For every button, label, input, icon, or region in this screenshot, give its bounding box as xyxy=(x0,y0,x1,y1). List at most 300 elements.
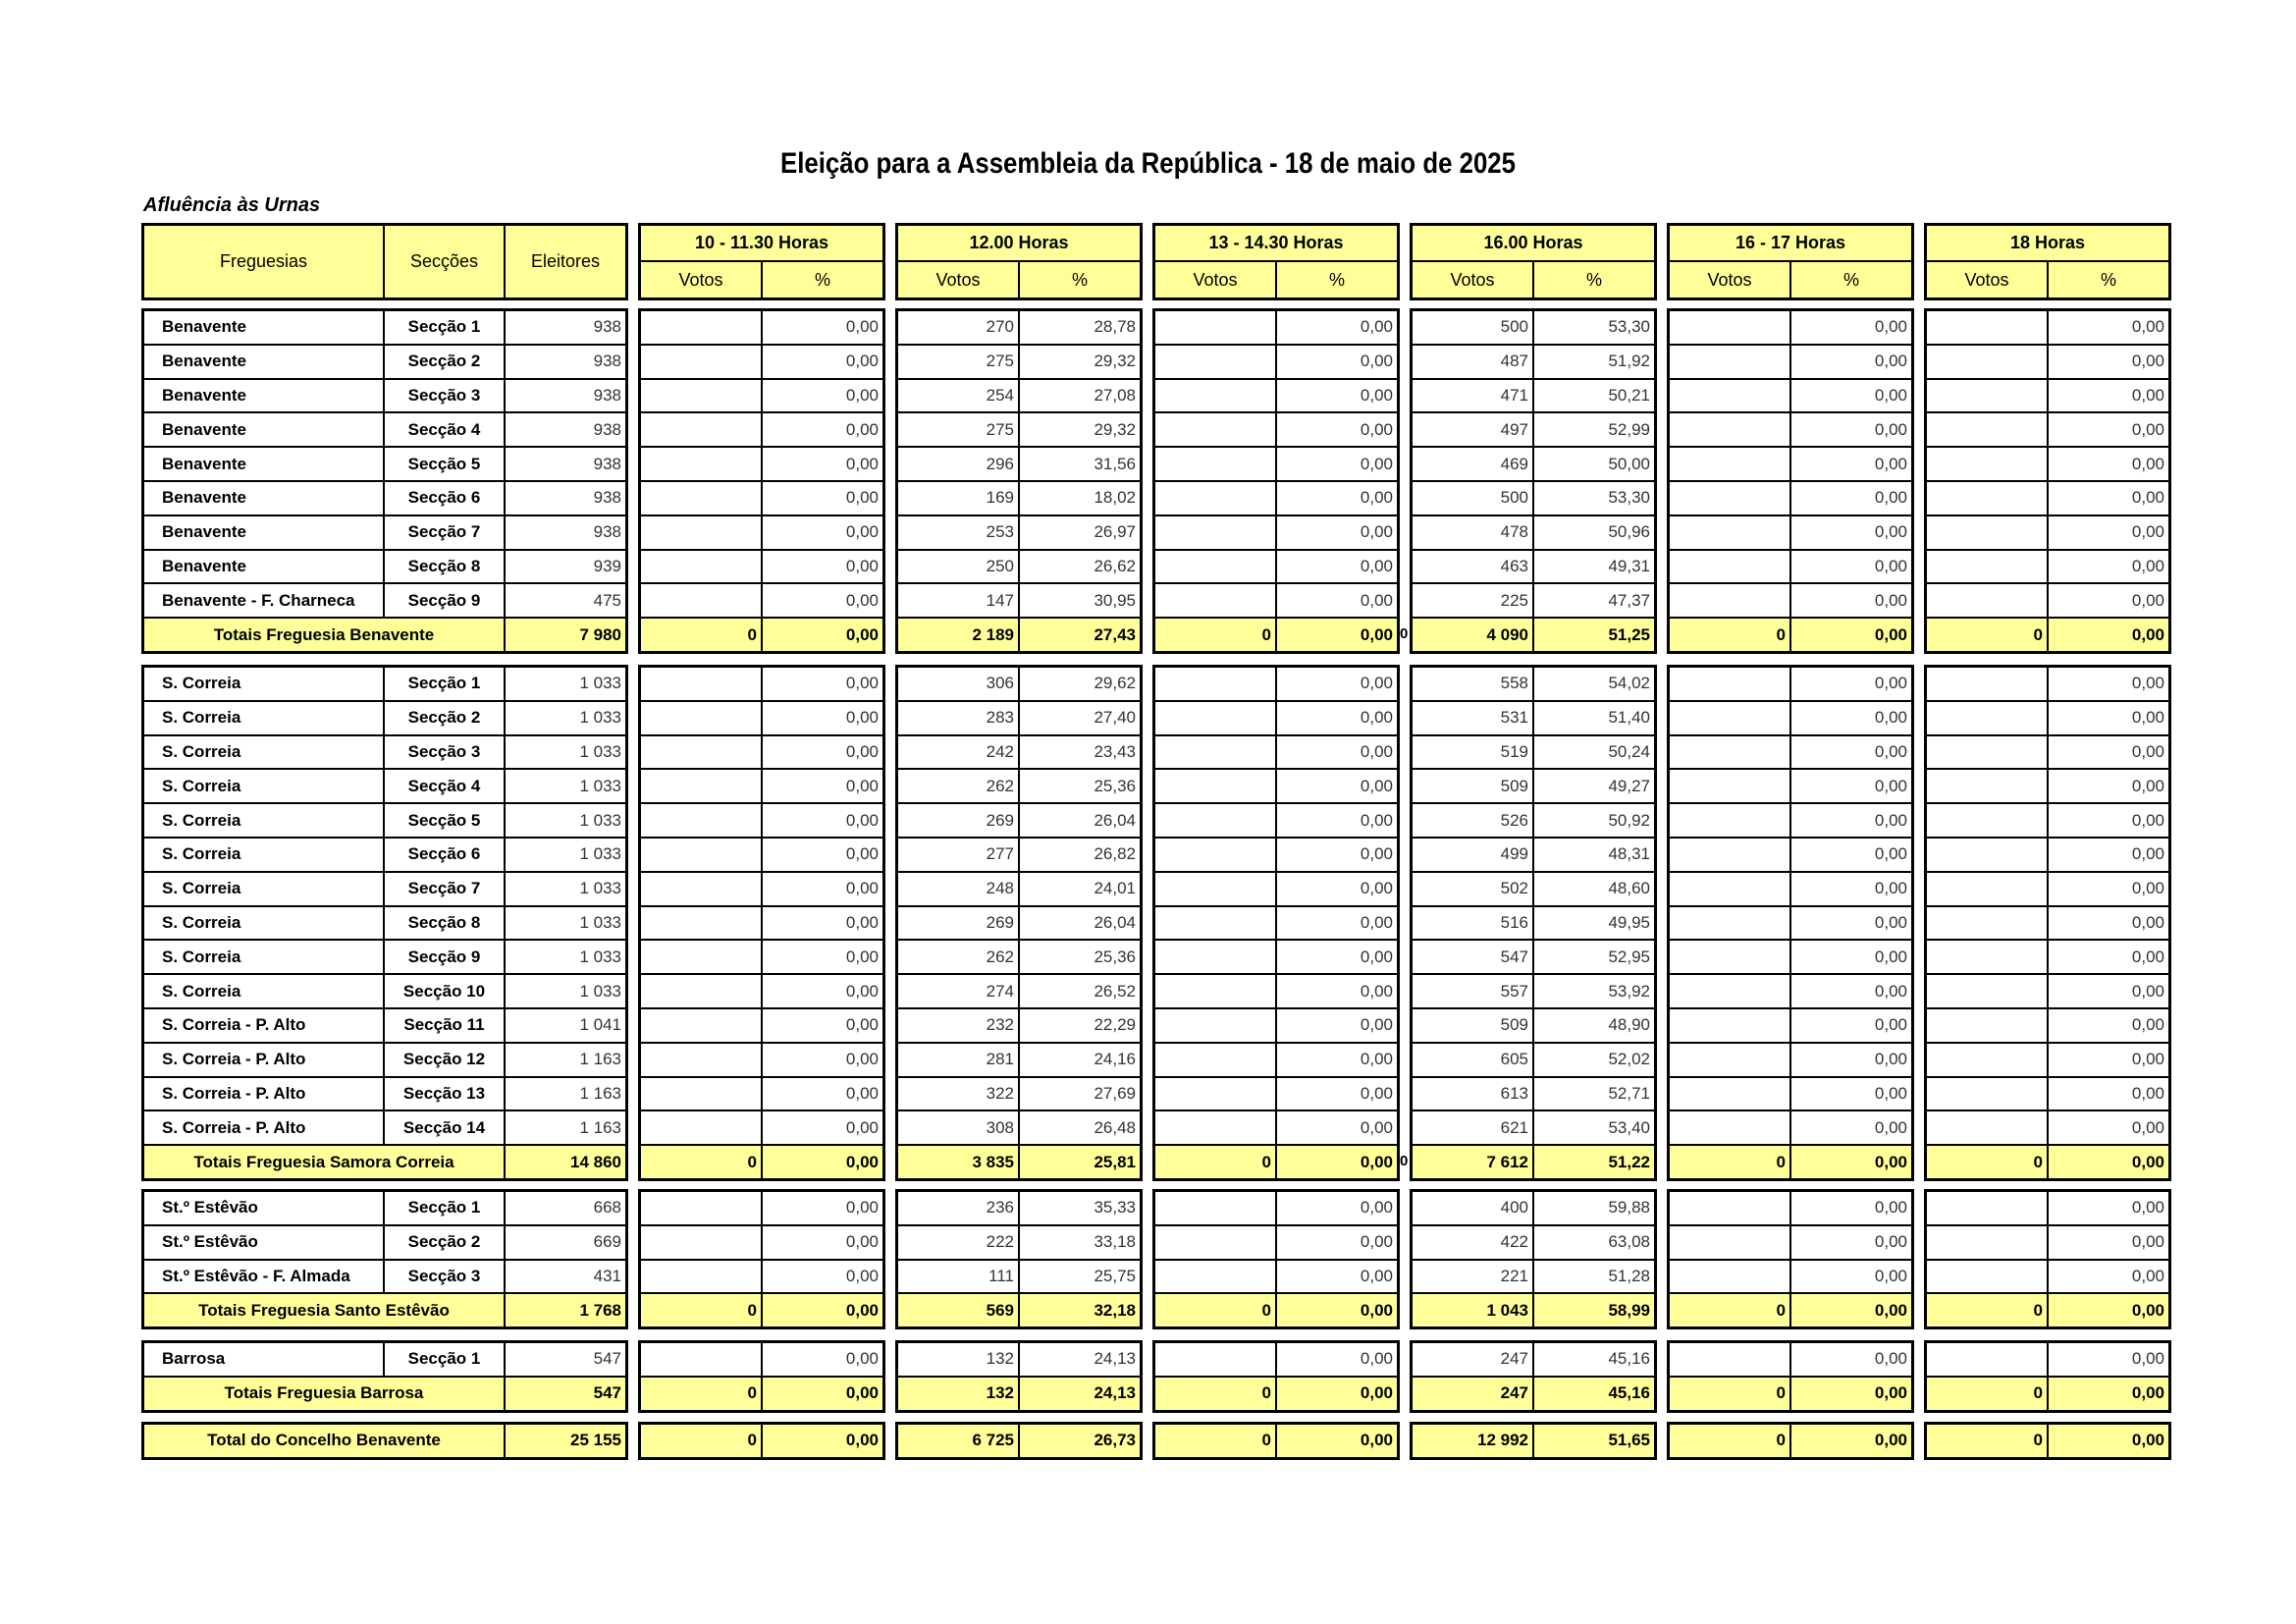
grand-total-votos-4-text: 0 xyxy=(1776,1431,1786,1450)
g2-row-2-seccao-text: Secção 3 xyxy=(407,1266,481,1285)
g0-row-7-pct-2-text: 0,00 xyxy=(1360,556,1393,575)
g1-row-1-votos-1-text: 283 xyxy=(986,708,1014,728)
g1-row-6-pct-2-text: 0,00 xyxy=(1360,879,1393,898)
group-3-frame-period-5 xyxy=(1924,1340,2171,1413)
g2-row-1-seccao-text: Secção 2 xyxy=(407,1232,481,1252)
header-pct-0-text: % xyxy=(814,269,830,290)
group-2-frame-period-4 xyxy=(1667,1189,1914,1329)
grand-total-frame-period-5 xyxy=(1924,1422,2171,1460)
g0-row-8-pct-0-text: 0,00 xyxy=(845,590,879,610)
g1-total-pct-5-text: 0,00 xyxy=(2131,1152,2164,1171)
grand-total-pct-3-text: 51,65 xyxy=(1608,1431,1650,1450)
g1-row-8-votos-1-text: 262 xyxy=(986,947,1014,966)
g1-row-4-eleitores-text: 1 033 xyxy=(579,810,621,830)
g0-row-7-eleitores-text: 939 xyxy=(593,556,621,575)
page-title: Eleição para a Assembleia da República - 18 de maio de 2025 xyxy=(779,147,1517,180)
g0-row-7-votos-1-text: 250 xyxy=(986,556,1014,575)
g2-total-label-text: Totais Freguesia Santo Estêvão xyxy=(198,1300,450,1320)
g0-row-5-seccao-text: Secção 6 xyxy=(407,488,481,508)
g3-total-votos-1-text: 132 xyxy=(986,1383,1014,1403)
g0-row-2-votos-1-text: 254 xyxy=(986,385,1014,405)
g1-total-pct-0-text: 0,00 xyxy=(845,1152,879,1171)
grand-total-label-text: Total do Concelho Benavente xyxy=(207,1431,441,1450)
g0-row-0-freguesia-text: Benavente xyxy=(162,317,246,337)
g1-row-13-pct-3-text: 53,40 xyxy=(1608,1117,1650,1137)
g1-row-12-pct-3-text: 52,71 xyxy=(1608,1083,1650,1103)
g1-total-eleitores-text: 14 860 xyxy=(570,1152,621,1171)
g0-row-7-votos-3-text: 463 xyxy=(1500,556,1528,575)
g1-row-10-seccao-text: Secção 11 xyxy=(403,1015,485,1035)
g1-row-1-pct-2-text: 0,00 xyxy=(1360,708,1393,728)
g1-row-8-eleitores-text: 1 033 xyxy=(579,947,621,966)
g0-row-5-pct-1-text: 18,02 xyxy=(1094,488,1136,508)
g3-row-0-pct-3-text: 45,16 xyxy=(1608,1349,1650,1369)
g2-row-1-pct-1-text: 33,18 xyxy=(1094,1232,1136,1252)
group-1-frame-left xyxy=(141,665,628,1181)
g1-row-9-freguesia-text: S. Correia xyxy=(162,981,241,1001)
g1-row-13-votos-3-text: 621 xyxy=(1500,1117,1528,1137)
g0-row-4-pct-2-text: 0,00 xyxy=(1360,454,1393,473)
g1-row-3-pct-1-text: 25,36 xyxy=(1094,776,1136,795)
g2-row-0-pct-1-text: 35,33 xyxy=(1094,1198,1136,1218)
grand-total-frame-period-2 xyxy=(1152,1422,1400,1460)
g0-row-2-pct-3-text: 50,21 xyxy=(1608,385,1650,405)
g2-total-pct-3-text: 58,99 xyxy=(1608,1300,1650,1320)
group-1-frame-period-2 xyxy=(1152,665,1400,1181)
g0-total-pct-0-text: 0,00 xyxy=(845,624,879,644)
group-3-frame-period-3 xyxy=(1410,1340,1657,1413)
grand-total-frame-period-0 xyxy=(638,1422,885,1460)
g0-row-4-pct-3-text: 50,00 xyxy=(1608,454,1650,473)
g1-row-12-votos-1-text: 322 xyxy=(986,1083,1014,1103)
g1-row-2-freguesia-text: S. Correia xyxy=(162,741,241,761)
g1-row-6-pct-1-text: 24,01 xyxy=(1094,879,1136,898)
g3-total-votos-5-text: 0 xyxy=(2033,1383,2043,1403)
g1-row-6-pct-5-text: 0,00 xyxy=(2131,879,2164,898)
g1-row-4-votos-3-text: 526 xyxy=(1500,810,1528,830)
g1-row-11-pct-2-text: 0,00 xyxy=(1360,1050,1393,1069)
g1-row-8-votos-3-text: 547 xyxy=(1500,947,1528,966)
g1-row-2-pct-4-text: 0,00 xyxy=(1874,741,1907,761)
g1-row-10-freguesia-text: S. Correia - P. Alto xyxy=(162,1015,306,1035)
g1-row-12-pct-0-text: 0,00 xyxy=(845,1083,879,1103)
header-eleitores-text: Eleitores xyxy=(530,251,601,271)
g1-row-8-seccao-text: Secção 9 xyxy=(407,947,481,966)
g0-row-8-freguesia-text: Benavente - F. Charneca xyxy=(162,590,355,610)
header-period-frame-0 xyxy=(638,223,885,300)
g1-row-4-seccao-text: Secção 5 xyxy=(407,810,481,830)
g0-row-2-seccao-text: Secção 3 xyxy=(407,385,481,405)
g0-row-1-freguesia-text: Benavente xyxy=(162,352,246,371)
g1-row-6-eleitores-text: 1 033 xyxy=(579,879,621,898)
g2-total-votos-3-text: 1 043 xyxy=(1486,1300,1528,1320)
g0-row-2-pct-2-text: 0,00 xyxy=(1360,385,1393,405)
g0-row-0-votos-3-text: 500 xyxy=(1500,317,1528,337)
g2-total-pct-0-text: 0,00 xyxy=(845,1300,879,1320)
g1-row-13-seccao-text: Secção 14 xyxy=(402,1117,486,1137)
g2-row-0-pct-2-text: 0,00 xyxy=(1360,1198,1393,1218)
g0-row-6-pct-4-text: 0,00 xyxy=(1874,522,1907,542)
g0-total-pct-3-text: 51,25 xyxy=(1608,624,1650,644)
g2-row-0-pct-3-text: 59,88 xyxy=(1608,1198,1650,1218)
g1-row-11-pct-1-text: 24,16 xyxy=(1094,1050,1136,1069)
g1-row-0-pct-0-text: 0,00 xyxy=(845,674,879,693)
g1-row-0-votos-1-text: 306 xyxy=(986,674,1014,693)
g1-row-11-votos-3-text: 605 xyxy=(1500,1050,1528,1069)
g0-total-pct-5-text: 0,00 xyxy=(2131,624,2164,644)
g1-row-5-seccao-text: Secção 6 xyxy=(407,844,481,864)
g2-row-2-pct-5-text: 0,00 xyxy=(2131,1266,2164,1285)
g1-row-7-freguesia-text: S. Correia xyxy=(162,912,241,932)
g0-row-5-votos-1-text: 169 xyxy=(986,488,1014,508)
g2-total-pct-2-text: 0,00 xyxy=(1360,1300,1393,1320)
grand-total-votos-2-text: 0 xyxy=(1261,1431,1271,1450)
g3-total-pct-4-text: 0,00 xyxy=(1874,1383,1907,1403)
g1-total-votos-1-text: 3 835 xyxy=(972,1152,1014,1171)
g2-row-1-pct-0-text: 0,00 xyxy=(845,1232,879,1252)
g0-row-2-pct-4-text: 0,00 xyxy=(1874,385,1907,405)
header-pct-5-text: % xyxy=(2100,269,2116,290)
g0-row-8-pct-1-text: 30,95 xyxy=(1094,590,1136,610)
g1-row-6-votos-1-text: 248 xyxy=(986,879,1014,898)
g0-row-6-eleitores-text: 938 xyxy=(593,522,621,542)
g1-row-13-pct-2-text: 0,00 xyxy=(1360,1117,1393,1137)
g1-row-9-eleitores-text: 1 033 xyxy=(579,981,621,1001)
g1-row-9-votos-3-text: 557 xyxy=(1500,981,1528,1001)
header-period-5-text: 18 Horas xyxy=(2009,233,2086,252)
header-votos-4-text: Votos xyxy=(1707,269,1752,290)
header-freguesias-text: Freguesias xyxy=(219,251,308,271)
g0-total-label-text: Totais Freguesia Benavente xyxy=(213,624,435,644)
group-2-frame-period-2 xyxy=(1152,1189,1400,1329)
g2-row-2-pct-2-text: 0,00 xyxy=(1360,1266,1393,1285)
grand-total-frame-period-4 xyxy=(1667,1422,1914,1460)
g3-row-0-votos-1-text: 132 xyxy=(986,1349,1014,1369)
g1-row-9-seccao-text: Secção 10 xyxy=(402,981,486,1001)
g1-row-10-pct-2-text: 0,00 xyxy=(1360,1015,1393,1035)
g1-row-7-pct-0-text: 0,00 xyxy=(845,912,879,932)
g1-row-8-pct-5-text: 0,00 xyxy=(2131,947,2164,966)
g0-row-0-pct-4-text: 0,00 xyxy=(1874,317,1907,337)
g3-row-0-pct-4-text: 0,00 xyxy=(1874,1349,1907,1369)
g2-row-1-pct-4-text: 0,00 xyxy=(1874,1232,1907,1252)
g0-row-1-votos-3-text: 487 xyxy=(1500,352,1528,371)
g2-total-votos-2-text: 0 xyxy=(1261,1300,1271,1320)
g2-row-2-eleitores-text: 431 xyxy=(593,1266,621,1285)
g1-row-0-pct-2-text: 0,00 xyxy=(1360,674,1393,693)
grand-total-votos-3-text: 12 992 xyxy=(1477,1431,1528,1450)
g0-row-6-pct-2-text: 0,00 xyxy=(1360,522,1393,542)
g1-total-votos-3-text: 7 612 xyxy=(1486,1152,1528,1171)
g2-row-2-votos-3-text: 221 xyxy=(1500,1266,1528,1285)
g1-row-2-votos-3-text: 519 xyxy=(1500,741,1528,761)
g0-row-2-pct-0-text: 0,00 xyxy=(845,385,879,405)
g0-row-6-pct-0-text: 0,00 xyxy=(845,522,879,542)
g0-row-1-votos-1-text: 275 xyxy=(986,352,1014,371)
group-3-frame-period-1 xyxy=(895,1340,1143,1413)
g0-row-1-pct-0-text: 0,00 xyxy=(845,352,879,371)
g0-row-4-pct-4-text: 0,00 xyxy=(1874,454,1907,473)
group-1-frame-period-1 xyxy=(895,665,1143,1181)
g1-row-13-eleitores-text: 1 163 xyxy=(579,1117,621,1137)
g0-row-5-pct-2-text: 0,00 xyxy=(1360,488,1393,508)
g1-row-4-pct-0-text: 0,00 xyxy=(845,810,879,830)
g1-row-11-eleitores-text: 1 163 xyxy=(579,1050,621,1069)
g1-row-9-pct-2-text: 0,00 xyxy=(1360,981,1393,1001)
g1-row-11-pct-5-text: 0,00 xyxy=(2131,1050,2164,1069)
g0-row-7-freguesia-text: Benavente xyxy=(162,556,246,575)
g2-row-2-votos-1-text: 111 xyxy=(988,1266,1014,1285)
g1-row-10-pct-4-text: 0,00 xyxy=(1874,1015,1907,1035)
g1-row-7-pct-1-text: 26,04 xyxy=(1094,912,1136,932)
g1-row-13-pct-5-text: 0,00 xyxy=(2131,1117,2164,1137)
g1-row-8-pct-1-text: 25,36 xyxy=(1094,947,1136,966)
g2-row-1-pct-3-text: 63,08 xyxy=(1608,1232,1650,1252)
g0-total-votos-0-text: 0 xyxy=(747,624,757,644)
g2-row-1-pct-5-text: 0,00 xyxy=(2131,1232,2164,1252)
g1-total-pct-2-text: 0,00 xyxy=(1360,1152,1393,1171)
g1-row-4-votos-1-text: 269 xyxy=(986,810,1014,830)
g1-total-votos-4-text: 0 xyxy=(1776,1152,1786,1171)
g1-row-10-votos-3-text: 509 xyxy=(1500,1015,1528,1035)
g1-row-5-pct-4-text: 0,00 xyxy=(1874,844,1907,864)
g1-row-12-pct-1-text: 27,69 xyxy=(1094,1083,1136,1103)
g1-row-12-pct-2-text: 0,00 xyxy=(1360,1083,1393,1103)
group-1-frame-period-5 xyxy=(1924,665,2171,1181)
g2-row-2-pct-0-text: 0,00 xyxy=(845,1266,879,1285)
g0-row-4-pct-1-text: 31,56 xyxy=(1094,454,1136,473)
g0-total-votos-5-text: 0 xyxy=(2033,624,2043,644)
g2-row-1-votos-3-text: 422 xyxy=(1500,1232,1528,1252)
g0-row-3-votos-1-text: 275 xyxy=(986,419,1014,439)
g3-row-0-seccao-text: Secção 1 xyxy=(407,1349,481,1369)
grand-total-frame-period-3 xyxy=(1410,1422,1657,1460)
g0-row-1-pct-2-text: 0,00 xyxy=(1360,352,1393,371)
g1-row-7-pct-4-text: 0,00 xyxy=(1874,912,1907,932)
g2-row-0-seccao-text: Secção 1 xyxy=(407,1198,481,1218)
g0-row-8-pct-5-text: 0,00 xyxy=(2131,590,2164,610)
g1-row-3-pct-5-text: 0,00 xyxy=(2131,776,2164,795)
g0-row-7-pct-0-text: 0,00 xyxy=(845,556,879,575)
g0-total-pct-1-text: 27,43 xyxy=(1094,624,1136,644)
g1-row-10-pct-1-text: 22,29 xyxy=(1094,1015,1136,1035)
g1-row-1-pct-3-text: 51,40 xyxy=(1608,708,1650,728)
g1-row-4-pct-1-text: 26,04 xyxy=(1094,810,1136,830)
g1-total-votos-5-text: 0 xyxy=(2033,1152,2043,1171)
g1-row-5-pct-3-text: 48,31 xyxy=(1608,844,1650,864)
g0-row-4-pct-0-text: 0,00 xyxy=(845,454,879,473)
group-3-frame-left xyxy=(141,1340,628,1413)
g1-row-0-eleitores-text: 1 033 xyxy=(579,674,621,693)
header-votos-2-text: Votos xyxy=(1193,269,1238,290)
g1-row-11-pct-4-text: 0,00 xyxy=(1874,1050,1907,1069)
g0-row-3-pct-1-text: 29,32 xyxy=(1094,419,1136,439)
g3-total-votos-3-text: 247 xyxy=(1500,1383,1528,1403)
g0-total-eleitores-text: 7 980 xyxy=(579,624,621,644)
header-period-4-text: 16 - 17 Horas xyxy=(1735,233,1846,252)
g2-row-2-freguesia-text: St.º Estêvão - F. Almada xyxy=(162,1266,350,1285)
g0-row-6-pct-3-text: 50,96 xyxy=(1608,522,1650,542)
g0-row-3-pct-2-text: 0,00 xyxy=(1360,419,1393,439)
g3-total-pct-0-text: 0,00 xyxy=(845,1383,879,1403)
g3-row-0-pct-1-text: 24,13 xyxy=(1094,1349,1136,1369)
g0-row-0-pct-5-text: 0,00 xyxy=(2131,317,2164,337)
g3-total-pct-5-text: 0,00 xyxy=(2131,1383,2164,1403)
g1-row-0-pct-3-text: 54,02 xyxy=(1608,674,1650,693)
g1-row-8-pct-0-text: 0,00 xyxy=(845,947,879,966)
g0-row-3-pct-0-text: 0,00 xyxy=(845,419,879,439)
g0-row-6-votos-3-text: 478 xyxy=(1500,522,1528,542)
g0-row-8-pct-4-text: 0,00 xyxy=(1874,590,1907,610)
g1-row-2-eleitores-text: 1 033 xyxy=(579,741,621,761)
g1-row-2-votos-1-text: 242 xyxy=(986,741,1014,761)
g3-row-0-eleitores-text: 547 xyxy=(593,1349,621,1369)
g1-row-10-votos-1-text: 232 xyxy=(986,1015,1014,1035)
g3-row-0-votos-3-text: 247 xyxy=(1500,1349,1528,1369)
g0-row-0-votos-1-text: 270 xyxy=(986,317,1014,337)
g0-row-0-pct-2-text: 0,00 xyxy=(1360,317,1393,337)
g3-total-eleitores-text: 547 xyxy=(593,1383,621,1403)
g1-row-3-pct-2-text: 0,00 xyxy=(1360,776,1393,795)
g1-row-12-pct-4-text: 0,00 xyxy=(1874,1083,1907,1103)
g0-row-1-seccao-text: Secção 2 xyxy=(407,352,481,371)
g0-row-5-pct-5-text: 0,00 xyxy=(2131,488,2164,508)
g1-row-8-pct-4-text: 0,00 xyxy=(1874,947,1907,966)
g0-row-8-votos-3-text: 225 xyxy=(1500,590,1528,610)
g2-row-0-votos-1-text: 236 xyxy=(986,1198,1014,1218)
group-0-frame-period-5 xyxy=(1924,308,2171,654)
g1-row-6-pct-4-text: 0,00 xyxy=(1874,879,1907,898)
g1-row-2-pct-2-text: 0,00 xyxy=(1360,741,1393,761)
header-period-frame-5 xyxy=(1924,223,2171,300)
g1-row-11-freguesia-text: S. Correia - P. Alto xyxy=(162,1050,306,1069)
g3-total-votos-2-text: 0 xyxy=(1261,1383,1271,1403)
g1-row-10-pct-3-text: 48,90 xyxy=(1608,1015,1650,1035)
g1-row-9-pct-3-text: 53,92 xyxy=(1608,981,1650,1001)
group-3-frame-period-2 xyxy=(1152,1340,1400,1413)
g1-row-0-pct-5-text: 0,00 xyxy=(2131,674,2164,693)
g1-row-8-pct-3-text: 52,95 xyxy=(1608,947,1650,966)
g0-row-4-votos-3-text: 469 xyxy=(1500,454,1528,473)
grand-total-votos-1-text: 6 725 xyxy=(972,1431,1014,1450)
g0-row-3-pct-3-text: 52,99 xyxy=(1608,419,1650,439)
g2-row-0-eleitores-text: 668 xyxy=(593,1198,621,1218)
g1-total-votos-2-text: 0 xyxy=(1261,1152,1271,1171)
header-pct-4-text: % xyxy=(1842,269,1859,290)
g0-row-3-pct-5-text: 0,00 xyxy=(2131,419,2164,439)
g3-total-votos-4-text: 0 xyxy=(1776,1383,1786,1403)
g2-row-2-pct-1-text: 25,75 xyxy=(1094,1266,1136,1285)
g0-row-6-votos-1-text: 253 xyxy=(986,522,1014,542)
g2-row-1-pct-2-text: 0,00 xyxy=(1360,1232,1393,1252)
group-0-frame-period-3 xyxy=(1410,308,1657,654)
g0-row-2-eleitores-text: 938 xyxy=(593,385,621,405)
g1-row-3-seccao-text: Secção 4 xyxy=(407,776,481,795)
g1-row-4-freguesia-text: S. Correia xyxy=(162,810,241,830)
g0-row-7-pct-3-text: 49,31 xyxy=(1608,556,1650,575)
g2-row-0-votos-3-text: 400 xyxy=(1500,1198,1528,1218)
g0-row-5-pct-4-text: 0,00 xyxy=(1874,488,1907,508)
g2-total-votos-0-text: 0 xyxy=(747,1300,757,1320)
g2-row-0-pct-4-text: 0,00 xyxy=(1874,1198,1907,1218)
g1-row-2-pct-5-text: 0,00 xyxy=(2131,741,2164,761)
header-period-2-text: 13 - 14.30 Horas xyxy=(1208,233,1344,252)
g0-row-8-pct-2-text: 0,00 xyxy=(1360,590,1393,610)
g0-row-0-pct-0-text: 0,00 xyxy=(845,317,879,337)
group-0-frame-period-4 xyxy=(1667,308,1914,654)
g1-row-5-pct-0-text: 0,00 xyxy=(845,844,879,864)
g1-row-12-eleitores-text: 1 163 xyxy=(579,1083,621,1103)
g1-row-1-pct-0-text: 0,00 xyxy=(845,708,879,728)
page-subtitle: Afluência às Urnas xyxy=(143,194,321,216)
g0-row-4-pct-5-text: 0,00 xyxy=(2131,454,2164,473)
g1-row-0-votos-3-text: 558 xyxy=(1500,674,1528,693)
g2-total-pct-4-text: 0,00 xyxy=(1874,1300,1907,1320)
group-1-frame-period-0 xyxy=(638,665,885,1181)
g1-row-10-pct-0-text: 0,00 xyxy=(845,1015,879,1035)
g0-row-7-pct-4-text: 0,00 xyxy=(1874,556,1907,575)
g0-row-8-eleitores-text: 475 xyxy=(593,590,621,610)
g1-row-2-pct-1-text: 23,43 xyxy=(1094,741,1136,761)
g1-row-3-pct-3-text: 49,27 xyxy=(1608,776,1650,795)
g1-row-12-freguesia-text: S. Correia - P. Alto xyxy=(162,1083,306,1103)
group-0-frame-period-0 xyxy=(638,308,885,654)
header-period-3-text: 16.00 Horas xyxy=(1483,233,1583,252)
header-period-0-text: 10 - 11.30 Horas xyxy=(694,233,829,252)
g2-row-0-pct-0-text: 0,00 xyxy=(845,1198,879,1218)
g3-total-pct-3-text: 45,16 xyxy=(1608,1383,1650,1403)
g3-row-0-pct-0-text: 0,00 xyxy=(845,1349,879,1369)
g1-row-7-votos-1-text: 269 xyxy=(986,912,1014,932)
g1-row-5-votos-1-text: 277 xyxy=(986,844,1014,864)
g0-row-7-seccao-text: Secção 8 xyxy=(407,556,481,575)
g1-row-0-pct-1-text: 29,62 xyxy=(1094,674,1136,693)
header-period-frame-1 xyxy=(895,223,1143,300)
g0-row-2-pct-5-text: 0,00 xyxy=(2131,385,2164,405)
g1-row-9-pct-0-text: 0,00 xyxy=(845,981,879,1001)
group-3-frame-period-0 xyxy=(638,1340,885,1413)
g1-row-9-votos-1-text: 274 xyxy=(986,981,1014,1001)
g2-row-0-pct-5-text: 0,00 xyxy=(2131,1198,2164,1218)
g0-row-1-pct-5-text: 0,00 xyxy=(2131,352,2164,371)
g1-total-votos-0-text: 0 xyxy=(747,1152,757,1171)
g1-row-6-seccao-text: Secção 7 xyxy=(407,879,481,898)
g1-row-1-seccao-text: Secção 2 xyxy=(407,708,481,728)
g0-row-0-eleitores-text: 938 xyxy=(593,317,621,337)
g0-row-1-eleitores-text: 938 xyxy=(593,352,621,371)
grand-total-pct-4-text: 0,00 xyxy=(1874,1431,1907,1450)
g1-row-3-votos-3-text: 509 xyxy=(1500,776,1528,795)
g1-row-13-pct-1-text: 26,48 xyxy=(1094,1117,1136,1137)
g1-row-2-pct-0-text: 0,00 xyxy=(845,741,879,761)
g1-row-5-eleitores-text: 1 033 xyxy=(579,844,621,864)
group-1-frame-period-4 xyxy=(1667,665,1914,1181)
g1-row-10-pct-5-text: 0,00 xyxy=(2131,1015,2164,1035)
g0-row-0-seccao-text: Secção 1 xyxy=(407,317,481,337)
g1-row-2-pct-3-text: 50,24 xyxy=(1608,741,1650,761)
g1-row-0-freguesia-text: S. Correia xyxy=(162,674,241,693)
g1-row-3-votos-1-text: 262 xyxy=(986,776,1014,795)
g2-total-eleitores-text: 1 768 xyxy=(579,1300,621,1320)
g1-total-pct-1-text: 25,81 xyxy=(1094,1152,1136,1171)
header-pct-3-text: % xyxy=(1585,269,1602,290)
grand-total-pct-5-text: 0,00 xyxy=(2131,1431,2164,1450)
g1-row-13-freguesia-text: S. Correia - P. Alto xyxy=(162,1117,306,1137)
g1-row-6-freguesia-text: S. Correia xyxy=(162,879,241,898)
g0-row-3-eleitores-text: 938 xyxy=(593,419,621,439)
g1-row-7-pct-5-text: 0,00 xyxy=(2131,912,2164,932)
g1-row-0-seccao-text: Secção 1 xyxy=(407,674,481,693)
